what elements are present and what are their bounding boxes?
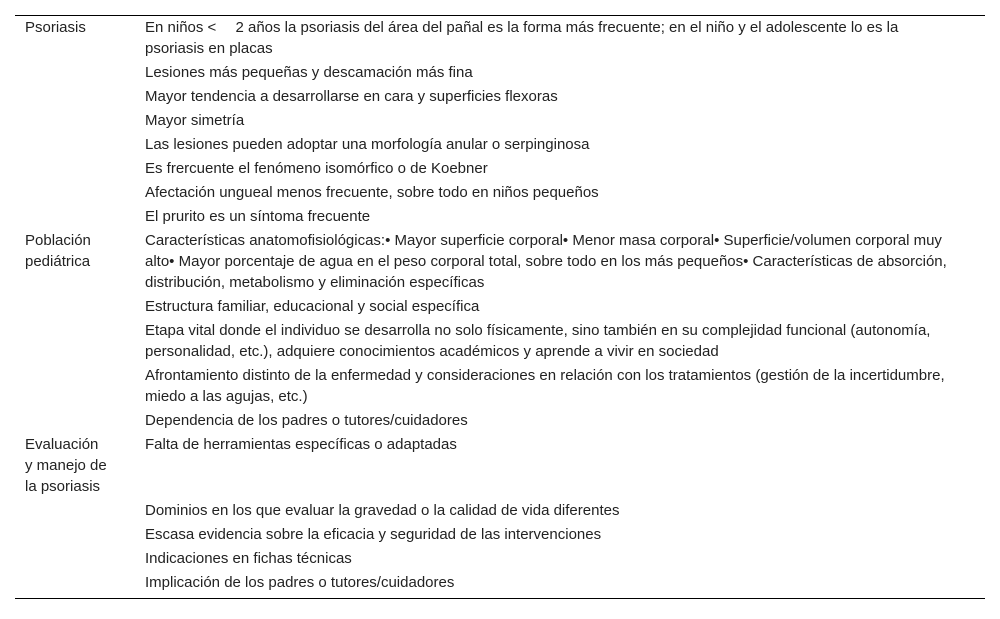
description-cell: Es frercuente el fenómeno isomórfico o de Koebner: [145, 160, 488, 177]
category-cell-empty: [15, 364, 145, 409]
description-cell: Implicación de los padres o tutores/cuidadores: [145, 574, 455, 591]
table-row: [15, 409, 985, 433]
description-cell: Las lesiones pueden adoptar una morfología anular o serpinginosa: [145, 136, 590, 153]
category-cell: [15, 433, 145, 499]
description-cell: Indicaciones en fichas técnicas: [145, 550, 352, 567]
table-row: [15, 364, 985, 409]
description-cell: Falta de herramientas específicas o adaptadas: [145, 436, 457, 453]
table-row: [15, 61, 985, 85]
category-cell: [15, 16, 145, 62]
table-body: [15, 16, 985, 599]
table-row: [15, 16, 985, 62]
table-row: [15, 295, 985, 319]
table-row: [15, 205, 985, 229]
category-cell-empty: [15, 409, 145, 433]
table-row: [15, 433, 985, 499]
category-cell-empty: [15, 109, 145, 133]
category-cell-empty: [15, 571, 145, 599]
table-row: [15, 85, 985, 109]
description-cell: Mayor simetría: [145, 112, 245, 129]
description-cell: El prurito es un síntoma frecuente: [145, 208, 371, 225]
category-cell-empty: [15, 157, 145, 181]
table-row: [15, 547, 985, 571]
description-cell: Dominios en los que evaluar la gravedad o la calidad de vida diferentes: [145, 502, 620, 519]
category-cell-empty: [15, 547, 145, 571]
description-cell: Estructura familiar, educacional y social específica: [145, 298, 480, 315]
category-cell-empty: [15, 85, 145, 109]
table-row: [15, 571, 985, 599]
table-row: [15, 109, 985, 133]
description-cell: Dependencia de los padres o tutores/cuidadores: [145, 412, 468, 429]
psoriasis-pediatric-table: [15, 15, 985, 599]
table-row: [15, 523, 985, 547]
psoriasis-pediatric-table-container: [15, 15, 985, 599]
category-cell-empty: [15, 295, 145, 319]
category-cell-empty: [15, 205, 145, 229]
table-row: [15, 319, 985, 364]
table-row: [15, 157, 985, 181]
category-label: Evaluación y manejo de la psoriasis: [25, 436, 107, 495]
category-cell: [15, 229, 145, 295]
description-cell: En niños < 2 años la psoriasis del área del pañal es la forma más frecuente; en el niño y el adolescente lo es la psoriasis en placas: [145, 19, 899, 57]
description-cell: Escasa evidencia sobre la eficacia y seguridad de las intervenciones: [145, 526, 602, 543]
table-row: [15, 133, 985, 157]
category-cell-empty: [15, 499, 145, 523]
table-row: [15, 229, 985, 295]
category-cell-empty: [15, 133, 145, 157]
table-row: [15, 499, 985, 523]
category-cell-empty: [15, 61, 145, 85]
category-label: Población pediátrica: [25, 232, 91, 270]
description-cell: Afectación ungueal menos frecuente, sobre todo en niños pequeños: [145, 184, 599, 201]
description-cell: Afrontamiento distinto de la enfermedad y consideraciones en relación con los tratamientos (gestión de la incertidumbre, miedo a las agujas, etc.): [145, 367, 945, 405]
description-cell: Lesiones más pequeñas y descamación más fina: [145, 64, 473, 81]
category-cell-empty: [15, 319, 145, 364]
category-label: Psoriasis: [25, 19, 86, 36]
description-cell: Mayor tendencia a desarrollarse en cara y superficies flexoras: [145, 88, 558, 105]
description-cell: Etapa vital donde el individuo se desarrolla no solo físicamente, sino también en su complejidad funcional (autonomía, personalidad, etc.), adquiere conocimientos académicos y aprende a vivir en sociedad: [145, 322, 931, 360]
category-cell-empty: [15, 523, 145, 547]
category-cell-empty: [15, 181, 145, 205]
table-row: [15, 181, 985, 205]
description-cell: Características anatomofisiológicas:• Mayor superficie corporal• Menor masa corporal• Superficie/volumen corporal muy alto• Mayor porcentaje de agua en el peso corporal total, sobre todo en los más pequeños• Características de absorción, distribución, metabolismo y eliminación específicas: [145, 232, 947, 291]
